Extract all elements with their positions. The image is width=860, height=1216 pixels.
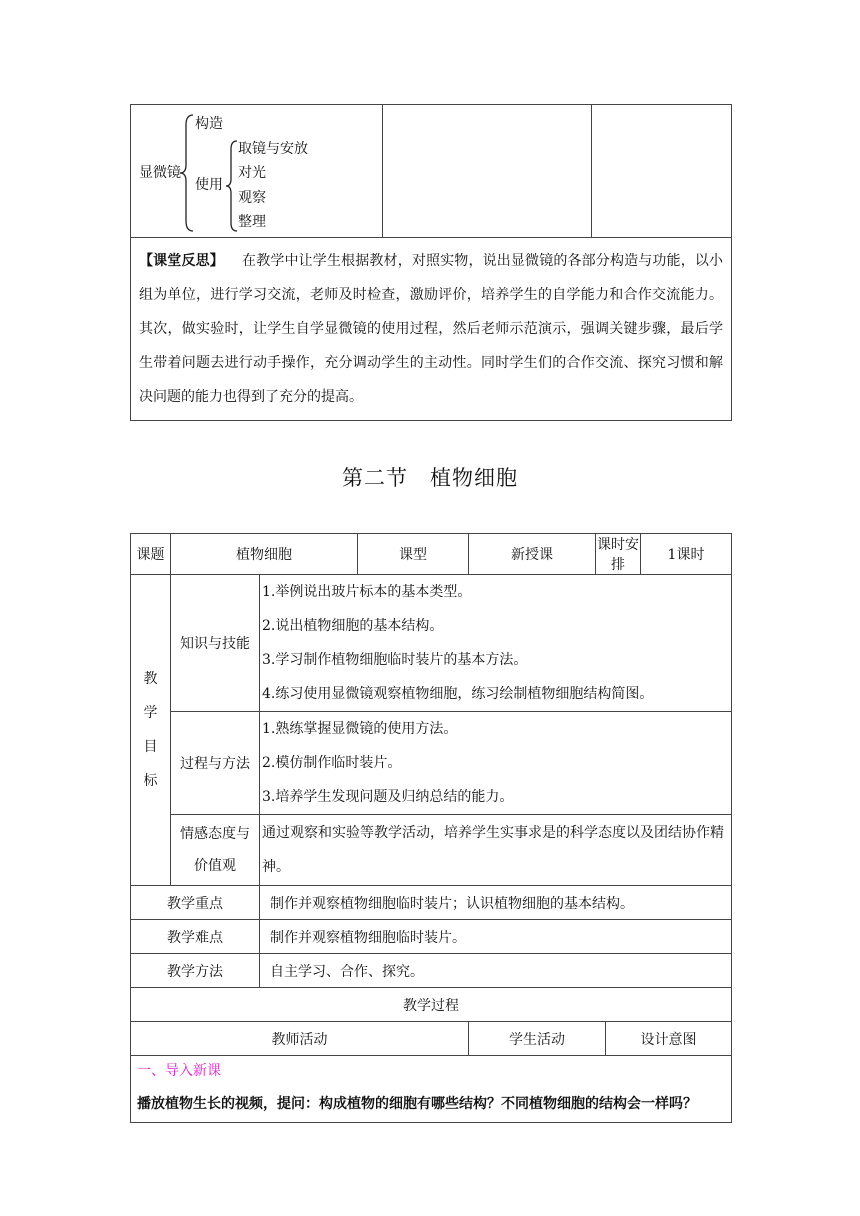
goals-char: 标 — [143, 773, 158, 789]
type-value: 新授课 — [469, 534, 596, 575]
process-label: 过程与方法 — [171, 712, 260, 815]
goals-label — [131, 575, 171, 886]
difficulty-content: 制作并观察植物细胞临时装片。 — [260, 920, 732, 954]
outline-brace-main — [179, 113, 195, 233]
goals-char: 目 — [143, 739, 158, 755]
outline-structure: 构造 — [195, 116, 223, 132]
lesson-plan-table — [130, 533, 732, 1123]
knowledge-content — [260, 575, 732, 712]
reflection-label: 【课堂反思】 — [139, 253, 224, 269]
reflection-text: 在教学中让学生根据教材，对照实物，说出显微镜的各部分构造与功能，以小组为单位，进行学习交流，老师及时检查，激励评价，培养学生的自学能力和合作交流能力。其次，做实验时，让学生自学显微镜的使用过程，然后老师示范演示，强调关键步骤，最后学生带着问题去进行动手操作，充分调动学生的主动性。同时学生们的合作交流、探究习惯和解决问题的能力也得到了充分的提高。 — [139, 253, 724, 405]
outline-step: 对光 — [238, 165, 266, 181]
section-title: 第二节 植物细胞 — [342, 466, 518, 490]
outline-step: 整理 — [238, 214, 266, 230]
emotion-label-line: 价值观 — [194, 858, 236, 874]
knowledge-label: 知识与技能 — [171, 575, 260, 712]
list-item: 4.练习使用显微镜观察植物细胞，练习绘制植物细胞结构简图。 — [262, 686, 654, 702]
list-item: 3.学习制作植物细胞临时装片的基本方法。 — [262, 652, 528, 668]
blank-cell — [383, 105, 592, 238]
teacher-activity-header: 教师活动 — [131, 1022, 469, 1056]
method-label: 教学方法 — [131, 954, 260, 988]
reflection-cell — [131, 238, 732, 421]
outline-step: 观察 — [238, 190, 266, 206]
list-item: 2.模仿制作临时装片。 — [262, 755, 402, 771]
goals-char: 学 — [143, 705, 158, 721]
difficulty-label: 教学难点 — [131, 920, 260, 954]
design-intent-header: 设计意图 — [606, 1022, 732, 1056]
emotion-label — [171, 815, 260, 886]
goals-char: 教 — [143, 671, 158, 687]
student-activity-header: 学生活动 — [469, 1022, 606, 1056]
board-design-cell — [131, 105, 383, 238]
microscope-outline — [131, 105, 381, 237]
emotion-label-line: 情感态度与 — [180, 826, 250, 842]
outline-brace-use — [225, 139, 239, 233]
intro-question: 播放植物生长的视频，提问：构成植物的细胞有哪些结构？不同植物细胞的结构会一样吗？ — [137, 1096, 697, 1112]
microscope-summary-table — [130, 104, 732, 421]
topic-label: 课题 — [131, 534, 171, 575]
method-content: 自主学习、合作、探究。 — [260, 954, 732, 988]
schedule-value: 1课时 — [641, 534, 732, 575]
type-label: 课型 — [358, 534, 469, 575]
list-item: 1.熟练掌握显微镜的使用方法。 — [262, 721, 458, 737]
key-label: 教学重点 — [131, 886, 260, 920]
schedule-label: 课时安排 — [596, 534, 641, 575]
list-item: 3.培养学生发现问题及归纳总结的能力。 — [262, 789, 514, 805]
process-content — [260, 712, 732, 815]
intro-heading: 一、导入新课 — [137, 1063, 221, 1079]
topic-value: 植物细胞 — [171, 534, 358, 575]
process-header: 教学过程 — [131, 988, 732, 1022]
emotion-content: 通过观察和实验等教学活动，培养学生实事求是的科学态度以及团结协作精神。 — [260, 815, 732, 886]
blank-cell — [592, 105, 732, 238]
intro-cell — [131, 1056, 732, 1123]
list-item: 1.举例说出玻片标本的基本类型。 — [262, 584, 472, 600]
outline-use: 使用 — [195, 177, 223, 193]
list-item: 2.说出植物细胞的基本结构。 — [262, 618, 444, 634]
outline-step: 取镜与安放 — [238, 141, 308, 157]
outline-root: 显微镜 — [139, 165, 181, 181]
key-content: 制作并观察植物细胞临时装片；认识植物细胞的基本结构。 — [260, 886, 732, 920]
